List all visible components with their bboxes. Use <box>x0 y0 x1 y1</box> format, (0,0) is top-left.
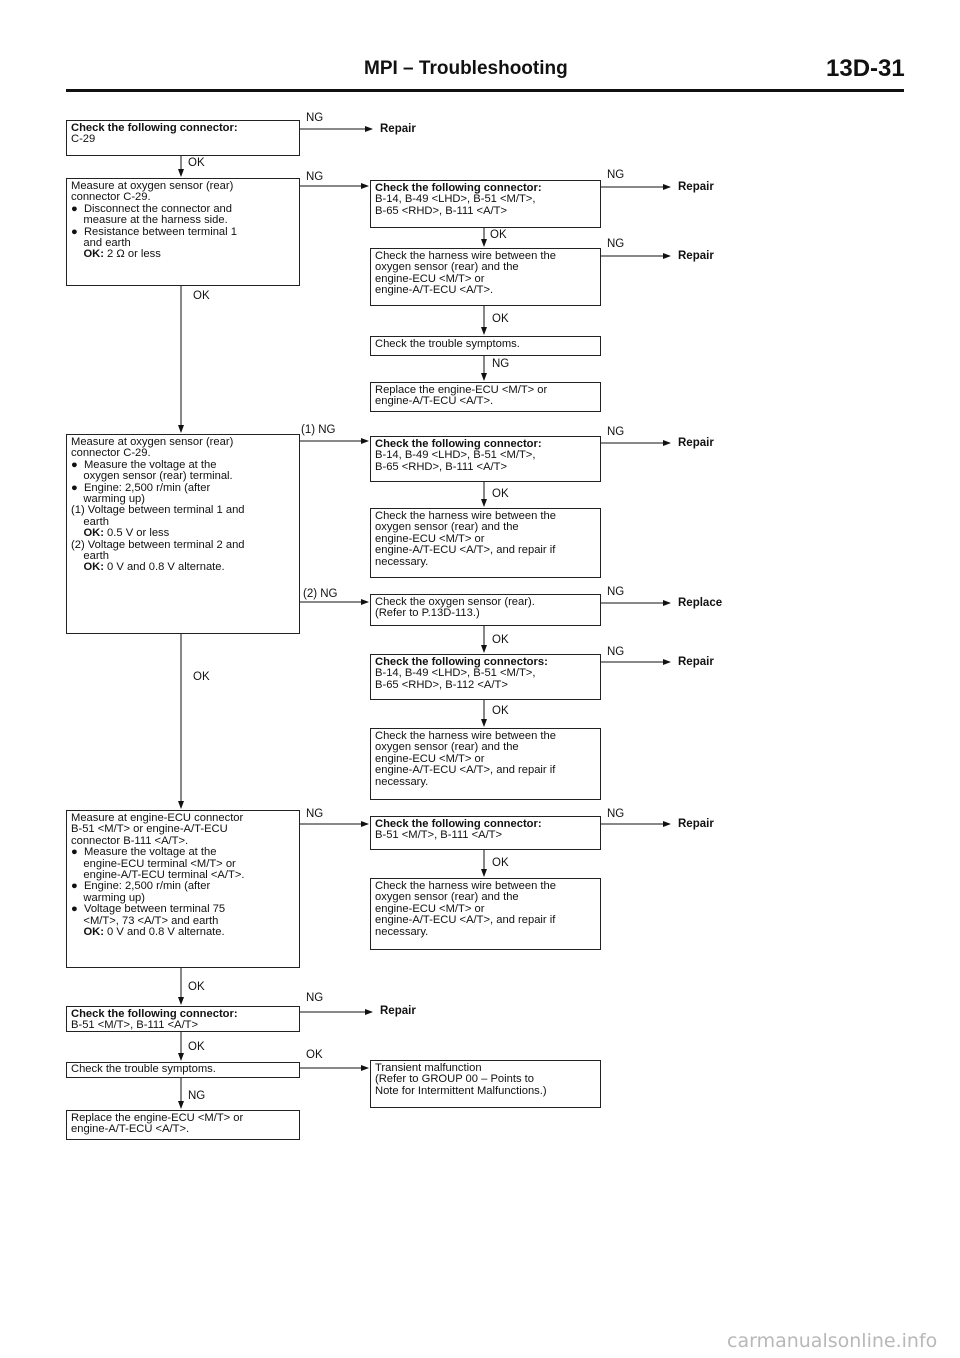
check-connector-b51-box <box>66 1006 300 1032</box>
replace-result: Replace <box>678 597 723 609</box>
measure-ecu-voltage-box <box>66 810 300 968</box>
box-line: warming up) <box>71 493 145 506</box>
box-line: OK: 2 Ω or less <box>83 248 161 261</box>
ng-label: NG <box>607 808 625 820</box>
box-line: engine-A/T-ECU <A/T>. <box>375 395 494 408</box>
box-line: OK: 0 V and 0.8 V alternate. <box>83 926 225 939</box>
box-line: Check the harness wire between the <box>375 250 556 262</box>
replace-ecu-box-left <box>66 1110 300 1140</box>
box-line: engine-A/T-ECU <A/T>, and repair if <box>375 544 556 557</box>
box-line: (1) Voltage between terminal 1 and <box>71 504 245 517</box>
box-line: ● Measure the voltage at the <box>71 458 217 471</box>
box-line: (Refer to GROUP 00 – Points to <box>375 1073 534 1086</box>
box-line: Note for Intermittent Malfunctions.) <box>375 1084 547 1097</box>
box-line: Check the oxygen sensor (rear). <box>375 596 535 608</box>
ok-label: OK <box>492 313 509 325</box>
ok-label: OK <box>193 671 210 683</box>
ok-label: OK <box>492 488 509 500</box>
check-trouble-symptoms-box <box>370 336 601 356</box>
box-line: Check the following connectors: <box>375 656 548 668</box>
check-connectors-box-1 <box>370 180 601 228</box>
box-line: engine-ECU <M/T> or <box>375 532 485 545</box>
check-harness-box-1 <box>370 248 601 306</box>
ok-label: OK <box>306 1049 323 1061</box>
box-line: ● Engine: 2,500 r/min (after <box>71 481 211 494</box>
ok-label: OK <box>492 857 509 869</box>
box-line: engine-ECU terminal <M/T> or <box>71 857 236 870</box>
box-line: Check the following connector: <box>375 818 542 830</box>
box-line: (2) Voltage between terminal 2 and <box>71 538 245 551</box>
box-line: ● Voltage between terminal 75 <box>71 903 226 916</box>
box-line: Transient malfunction <box>375 1062 482 1074</box>
box-line: engine-ECU <M/T> or <box>375 902 485 915</box>
box-line: earth <box>71 515 109 528</box>
ng-label: NG <box>607 238 625 250</box>
replace-ecu-box <box>370 382 601 412</box>
ng1-label: (1) NG <box>301 424 336 436</box>
ng-label: NG <box>607 586 625 598</box>
box-line: Check the following connector: <box>375 182 542 194</box>
box-line: oxygen sensor (rear) and the <box>375 891 519 904</box>
check-connectors-box-2 <box>370 436 601 482</box>
box-line: Check the following connector: <box>71 122 238 134</box>
box-line: B-51 <M/T>, B-111 <A/T> <box>375 829 503 842</box>
box-line: connector C-29. <box>71 447 151 460</box>
box-line: Replace the engine-ECU <M/T> or <box>71 1112 244 1124</box>
ok-label: OK <box>188 1041 205 1053</box>
box-line: oxygen sensor (rear) and the <box>375 261 519 274</box>
box-line: <M/T>, 73 <A/T> and earth <box>71 914 219 927</box>
ng-label: NG <box>188 1090 206 1102</box>
ng-label: NG <box>306 992 324 1004</box>
box-line: Check the harness wire between the <box>375 730 556 742</box>
box-line: Replace the engine-ECU <M/T> or <box>375 384 548 396</box>
box-line: necessary. <box>375 555 429 568</box>
box-line: B-65 <RHD>, B-112 <A/T> <box>375 678 508 691</box>
repair-result: Repair <box>380 123 416 135</box>
box-line: Measure at oxygen sensor (rear) <box>71 436 234 448</box>
ng-label: NG <box>607 169 625 181</box>
box-line: necessary. <box>375 775 429 788</box>
box-line: oxygen sensor (rear) and the <box>375 521 519 534</box>
box-line: B-65 <RHD>, B-111 <A/T> <box>375 204 508 217</box>
measure-resistance-box <box>66 178 300 286</box>
check-trouble-symptoms-box-left <box>66 1062 300 1078</box>
repair-result: Repair <box>678 250 714 262</box>
box-line: necessary. <box>375 925 429 938</box>
box-line: ● Engine: 2,500 r/min (after <box>71 880 211 893</box>
measure-voltage-sensor-box <box>66 434 300 634</box>
box-line: engine-A/T-ECU terminal <A/T>. <box>71 869 245 882</box>
box-line: Measure at engine-ECU connector <box>71 812 244 824</box>
repair-result: Repair <box>678 181 714 193</box>
box-line: B-14, B-49 <LHD>, B-51 <M/T>, <box>375 667 536 680</box>
box-line: B-14, B-49 <LHD>, B-51 <M/T>, <box>375 193 536 206</box>
box-line: Check the following connector: <box>71 1008 238 1020</box>
box-line: connector B-111 <A/T>. <box>71 834 189 847</box>
page-title: MPI – Troubleshooting <box>364 58 568 79</box>
box-line: Check the trouble symptoms. <box>71 1063 216 1075</box>
box-line: Measure at oxygen sensor (rear) <box>71 180 234 192</box>
transient-malfunction-box <box>370 1060 601 1108</box>
box-line: earth <box>71 550 109 563</box>
box-line: C-29 <box>71 133 96 146</box>
box-line: B-65 <RHD>, B-111 <A/T> <box>375 460 508 473</box>
check-harness-box-3 <box>370 728 601 800</box>
box-line: engine-ECU <M/T> or <box>375 272 485 285</box>
box-line: ● Resistance between terminal 1 <box>71 225 237 238</box>
box-line: B-14, B-49 <LHD>, B-51 <M/T>, <box>375 449 536 462</box>
repair-result: Repair <box>380 1005 416 1017</box>
ng-label: NG <box>306 171 324 183</box>
page-number: 13D-31 <box>826 55 905 82</box>
box-line: engine-A/T-ECU <A/T>. <box>375 284 494 297</box>
box-line: B-51 <M/T>, B-111 <A/T> <box>71 1019 199 1032</box>
box-line: warming up) <box>71 891 145 904</box>
box-line: Check the following connector: <box>375 438 542 450</box>
check-harness-box-4 <box>370 878 601 950</box>
ok-label: OK <box>188 157 205 169</box>
repair-result: Repair <box>678 656 714 668</box>
check-connectors-box-3 <box>370 654 601 700</box>
check-oxygen-sensor-box <box>370 594 601 626</box>
box-line: engine-ECU <M/T> or <box>375 752 485 765</box>
ok-label: OK <box>490 229 507 241</box>
ok-label: OK <box>492 705 509 717</box>
ok-label: OK <box>188 981 205 993</box>
box-line: engine-A/T-ECU <A/T>, and repair if <box>375 914 556 927</box>
box-line: ● Measure the voltage at the <box>71 846 217 859</box>
ng-label: NG <box>306 112 324 124</box>
check-harness-box-2 <box>370 508 601 578</box>
ng-label: NG <box>607 426 625 438</box>
box-line: OK: 0 V and 0.8 V alternate. <box>83 561 225 574</box>
box-line: and earth <box>71 237 131 250</box>
box-line: Check the harness wire between the <box>375 510 556 522</box>
box-line: measure at the harness side. <box>71 214 228 227</box>
watermark: carmanualsonline.info <box>727 1330 938 1352</box>
ng-label: NG <box>492 358 510 370</box>
box-line: Check the harness wire between the <box>375 880 556 892</box>
box-line: oxygen sensor (rear) terminal. <box>71 470 233 483</box>
box-line: ● Disconnect the connector and <box>71 202 232 215</box>
ng2-label: (2) NG <box>303 588 338 600</box>
repair-result: Repair <box>678 818 714 830</box>
ng-label: NG <box>607 646 625 658</box>
box-line: B-51 <M/T> or engine-A/T-ECU <box>71 823 228 836</box>
box-line: engine-A/T-ECU <A/T>, and repair if <box>375 764 556 777</box>
check-connectors-box-4 <box>370 816 601 850</box>
box-line: (Refer to P.13D-113.) <box>375 607 480 620</box>
ng-label: NG <box>306 808 324 820</box>
ok-label: OK <box>492 634 509 646</box>
box-line: connector C-29. <box>71 191 151 204</box>
box-line: oxygen sensor (rear) and the <box>375 741 519 754</box>
check-connector-c29-box <box>66 120 300 156</box>
box-line: OK: 0.5 V or less <box>83 527 170 540</box>
repair-result: Repair <box>678 437 714 449</box>
box-line: engine-A/T-ECU <A/T>. <box>71 1123 190 1136</box>
ok-label: OK <box>193 290 210 302</box>
box-line: Check the trouble symptoms. <box>375 338 520 350</box>
